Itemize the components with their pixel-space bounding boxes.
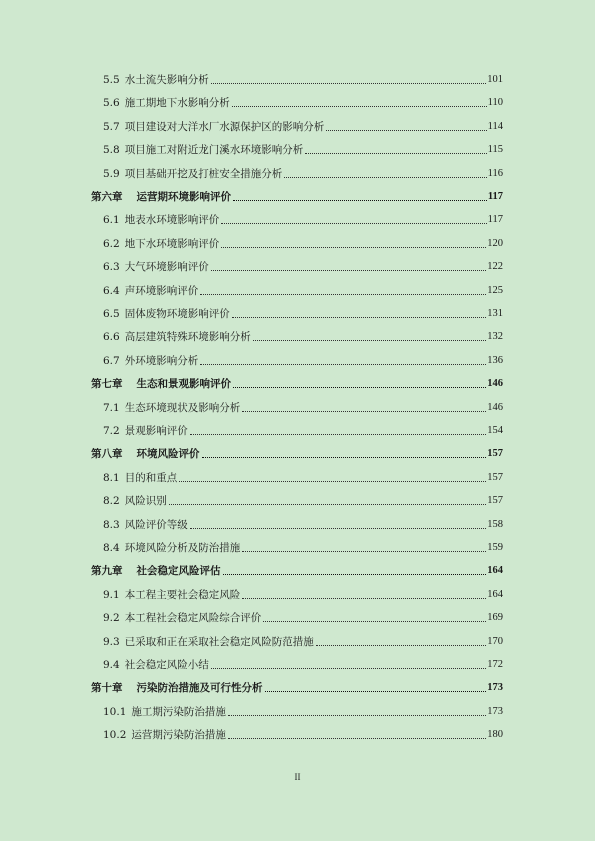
toc-entry-number: 第九章 [91, 565, 123, 578]
toc-entry-number: 8.1 [103, 471, 120, 484]
toc-dot-leader [242, 410, 486, 412]
toc-dot-leader [223, 573, 487, 575]
toc-entry-title: 本工程社会稳定风险综合评价 [124, 612, 262, 625]
toc-entry-page: 157 [487, 495, 503, 507]
toc-entry-title: 项目建设对大洋水厂水源保护区的影响分析 [124, 120, 325, 133]
toc-entry-page: 158 [487, 518, 503, 530]
toc-dot-leader [221, 222, 486, 224]
toc-entry-number: 7.2 [103, 425, 120, 437]
toc-entry-number: 8.2 [103, 495, 120, 508]
toc-entry-title: 施工期污染防治措施 [131, 705, 226, 718]
toc-dot-leader [233, 386, 486, 388]
toc-entry-page: 125 [487, 284, 503, 296]
toc-entry-page: 132 [487, 331, 503, 343]
toc-dot-leader [190, 527, 487, 529]
toc-section-entry[interactable] [103, 306, 503, 322]
toc-entry-number: 10.1 [103, 705, 127, 718]
toc-section-entry[interactable] [103, 119, 503, 135]
toc-entry-page: 146 [487, 378, 503, 390]
toc-dot-leader [190, 433, 487, 435]
toc-entry-page: 110 [487, 97, 503, 109]
toc-section-entry[interactable] [103, 423, 503, 439]
toc-dot-leader [221, 246, 486, 248]
toc-entry-number: 6.1 [103, 214, 120, 227]
toc-entry-title: 高层建筑特殊环境影响分析 [124, 331, 251, 344]
toc-entry-number: 第六章 [91, 191, 123, 203]
toc-chapter-entry[interactable] [91, 189, 503, 205]
toc-entry-title: 项目基础开挖及打桩安全措施分析 [124, 167, 283, 180]
toc-entry-title: 地表水环境影响评价 [124, 214, 220, 227]
toc-entry-page: 170 [487, 635, 503, 647]
toc-entry-title: 施工期地下水影响分析 [124, 97, 230, 110]
toc-entry-title: 地下水环境影响评价 [124, 237, 220, 250]
toc-dot-leader [316, 644, 487, 646]
toc-entry-title: 风险评价等级 [124, 518, 188, 531]
toc-entry-title: 景观影响评价 [124, 425, 188, 437]
toc-entry-page: 157 [487, 471, 503, 483]
toc-dot-leader [228, 714, 486, 716]
toc-entry-page: 122 [487, 261, 503, 273]
toc-entry-number: 第七章 [91, 378, 123, 391]
toc-entry-title: 环境风险分析及防治措施 [124, 542, 241, 554]
toc-entry-number: 5.7 [103, 120, 120, 133]
toc-section-entry[interactable] [103, 540, 503, 556]
toc-section-entry[interactable] [103, 212, 503, 228]
toc-entry-title: 水土流失影响分析 [124, 74, 209, 86]
toc-section-entry[interactable] [103, 329, 503, 345]
toc-dot-leader [233, 199, 487, 201]
toc-entry-number: 9.2 [103, 612, 120, 625]
toc-dot-leader [265, 690, 487, 692]
toc-entry-title: 本工程主要社会稳定风险 [124, 588, 241, 601]
toc-entry-number: 第十章 [91, 682, 123, 695]
toc-entry-title: 声环境影响评价 [124, 284, 199, 297]
toc-chapter-entry[interactable] [91, 563, 503, 579]
toc-dot-leader [232, 316, 487, 318]
toc-entry-page: 116 [487, 167, 503, 179]
toc-entry-page: 157 [487, 448, 503, 460]
page-number-footer: II [294, 772, 301, 782]
toc-section-entry[interactable] [103, 657, 503, 673]
toc-entry-page: 173 [487, 705, 503, 717]
toc-entry-number: 8.3 [103, 518, 120, 531]
toc-dot-leader [242, 597, 486, 599]
toc-dot-leader [211, 82, 487, 84]
toc-entry-title: 目的和重点 [124, 471, 178, 484]
toc-entry-page: 136 [487, 354, 503, 366]
toc-entry-page: 159 [487, 542, 503, 553]
toc-section-entry[interactable] [103, 470, 503, 486]
toc-entry-number: 7.1 [103, 401, 120, 414]
toc-dot-leader [200, 363, 486, 365]
toc-entry-number: 8.4 [103, 542, 120, 554]
toc-entry-title: 外环境影响分析 [124, 354, 199, 367]
toc-entry-number: 6.2 [103, 237, 120, 250]
toc-entry-title: 风险识别 [124, 495, 167, 508]
toc-dot-leader [200, 293, 486, 295]
toc-section-entry[interactable] [103, 610, 503, 626]
toc-dot-leader [263, 620, 486, 622]
toc-entry-title: 运营期环境影响评价 [136, 191, 231, 203]
toc-section-entry[interactable] [103, 259, 503, 275]
toc-section-entry[interactable] [103, 493, 503, 509]
toc-entry-page: 101 [487, 74, 503, 85]
toc-entry-title: 大气环境影响评价 [124, 261, 209, 274]
toc-section-entry[interactable] [103, 283, 503, 299]
toc-entry-page: 169 [487, 612, 503, 624]
toc-entry-number: 9.1 [103, 588, 120, 601]
toc-chapter-entry[interactable] [91, 446, 503, 462]
toc-entry-title: 已采取和正在采取社会稳定风险防范措施 [124, 635, 314, 648]
toc-section-entry[interactable] [103, 353, 503, 369]
toc-entry-page: 117 [487, 214, 503, 226]
toc-chapter-entry[interactable] [91, 376, 503, 392]
toc-dot-leader [242, 550, 486, 552]
toc-entry-number: 6.7 [103, 354, 120, 367]
toc-entry-number: 5.6 [103, 97, 120, 110]
toc-entry-number: 9.4 [103, 659, 120, 671]
toc-entry-title: 生态环境现状及影响分析 [124, 401, 241, 414]
toc-dot-leader [305, 152, 486, 154]
toc-entry-page: 154 [487, 425, 503, 436]
toc-entry-page: 120 [487, 237, 503, 249]
toc-entry-page: 146 [487, 401, 503, 413]
toc-dot-leader [326, 129, 486, 131]
toc-dot-leader [284, 176, 486, 178]
toc-entry-number: 6.4 [103, 284, 120, 297]
toc-section-entry[interactable] [103, 72, 503, 88]
toc-section-entry[interactable] [103, 400, 503, 416]
toc-dot-leader [169, 503, 487, 505]
toc-section-entry[interactable] [103, 517, 503, 533]
toc-entry-number: 5.9 [103, 167, 120, 180]
toc-entry-number: 9.3 [103, 635, 120, 648]
toc-dot-leader [202, 456, 487, 458]
toc-entry-number: 第八章 [91, 448, 123, 461]
toc-entry-number: 6.5 [103, 308, 120, 320]
toc-section-entry[interactable] [103, 727, 503, 743]
toc-entry-page: 180 [487, 729, 503, 741]
toc-dot-leader [253, 339, 487, 341]
toc-dot-leader [228, 737, 486, 739]
toc-entry-title: 生态和景观影响评价 [136, 378, 231, 391]
toc-entry-number: 5.8 [103, 144, 120, 157]
toc-entry-page: 115 [487, 144, 503, 156]
toc-entry-page: 131 [487, 308, 503, 319]
toc-entry-page: 172 [487, 659, 503, 670]
toc-section-entry[interactable] [103, 236, 503, 252]
toc-entry-number: 6.6 [103, 331, 120, 344]
toc-entry-page: 164 [487, 588, 503, 600]
toc-section-entry[interactable] [103, 704, 503, 720]
toc-entry-title: 固体废物环境影响评价 [124, 308, 230, 320]
toc-entry-page: 164 [487, 565, 503, 577]
toc-entry-page: 117 [487, 191, 503, 202]
toc-entry-title: 项目施工对附近龙门溪水环境影响分析 [124, 144, 304, 157]
toc-entry-title: 社会稳定风险小结 [124, 659, 209, 671]
toc-chapter-entry[interactable] [91, 680, 503, 696]
toc-section-entry[interactable] [103, 634, 503, 650]
toc-entry-number: 5.5 [103, 74, 120, 86]
toc-entry-number: 10.2 [103, 729, 127, 742]
toc-section-entry[interactable] [103, 587, 503, 603]
toc-dot-leader [179, 480, 486, 482]
toc-entry-title: 社会稳定风险评估 [136, 565, 221, 578]
toc-section-entry[interactable] [103, 95, 503, 111]
toc-dot-leader [211, 667, 487, 669]
toc-entry-page: 114 [487, 120, 503, 132]
toc-entry-number: 6.3 [103, 261, 120, 274]
toc-entry-page: 173 [487, 682, 503, 694]
toc-dot-leader [211, 269, 487, 271]
toc-entry-title: 污染防治措施及可行性分析 [136, 682, 263, 695]
toc-section-entry[interactable] [103, 142, 503, 158]
toc-entry-title: 运营期污染防治措施 [131, 729, 226, 742]
toc-entry-title: 环境风险评价 [136, 448, 200, 461]
toc-section-entry[interactable] [103, 166, 503, 182]
toc-dot-leader [232, 105, 487, 107]
